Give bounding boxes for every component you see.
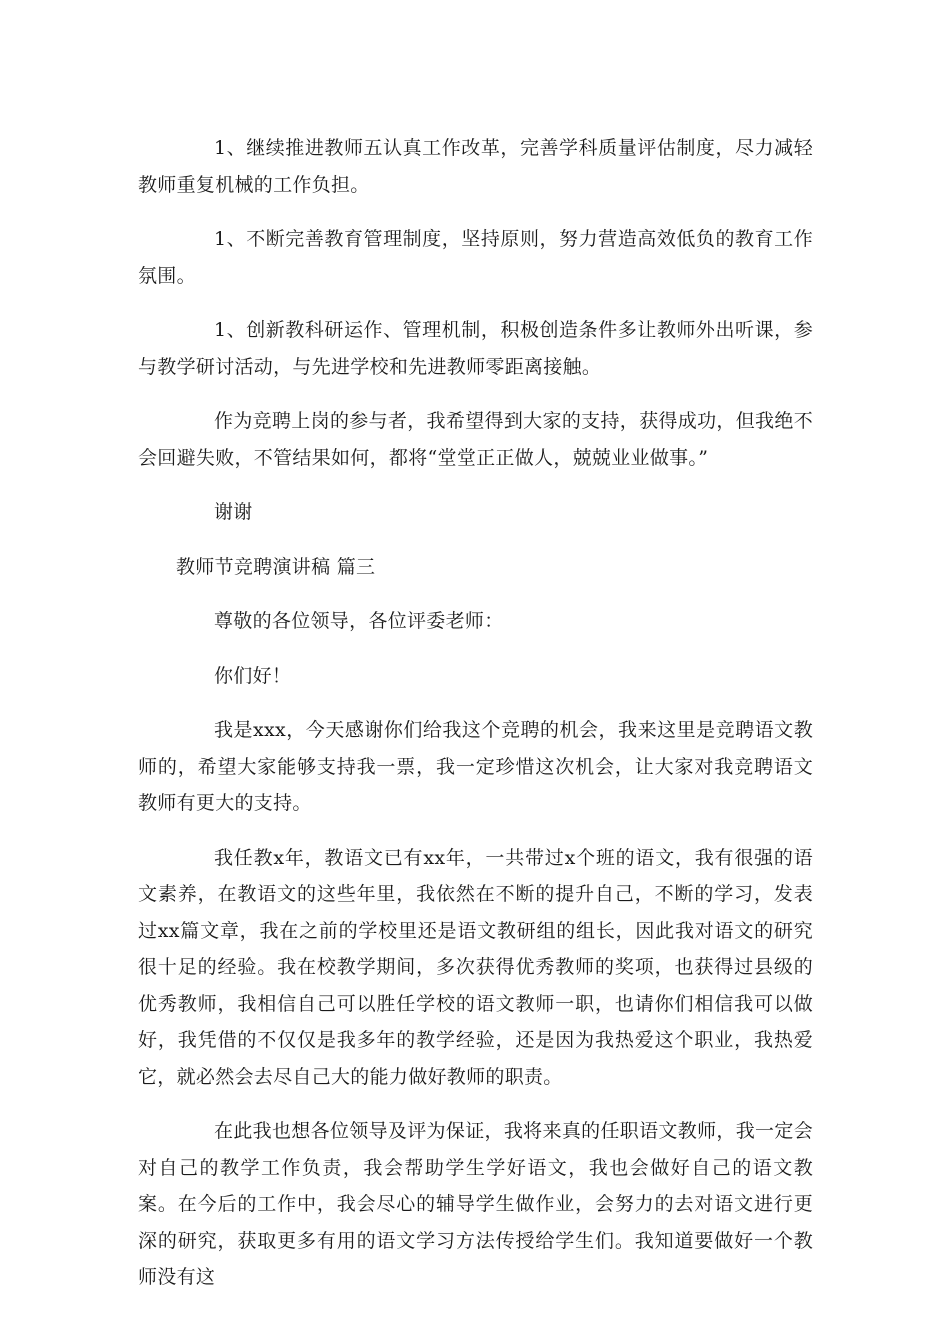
paragraph-research: 1、创新教科研运作、管理机制，积极创造条件多让教师外出听课，参与教学研讨活动，与先进学校和先进教师零距离接触。 [138, 319, 813, 378]
paragraph-thanks: 谢谢 [214, 501, 253, 523]
paragraph-introduction: 我是xxx，今天感谢你们给我这个竞聘的机会，我来这里是竞聘语文教师的，希望大家能够支持我一票，我一定珍惜这次机会，让大家对我竞聘语文教师有更大的支持。 [138, 719, 813, 814]
paragraph-participant: 作为竞聘上岗的参与者，我希望得到大家的支持，获得成功，但我绝不会回避失败，不管结果如何，都将“堂堂正正做人，兢兢业业做事。” [138, 410, 813, 469]
paragraph-salutation: 尊敬的各位领导，各位评委老师： [214, 610, 504, 632]
document-body [138, 130, 813, 1314]
paragraph-commitment: 在此我也想各位领导及评为保证，我将来真的任职语文教师，我一定会对自己的教学工作负责，我会帮助学生学好语文，我也会做好自己的语文教案。在今后的工作中，我会尽心的辅导学生做作业，会努力的去对语文进行更深的研究，获取更多有用的语文学习方法传授给学生们。我知道要做好一个教师没有这 [138, 1120, 813, 1288]
paragraph-management: 1、不断完善教育管理制度，坚持原则，努力营造高效低负的教育工作氛围。 [138, 228, 813, 287]
section-heading: 教师节竞聘演讲稿 篇三 [176, 555, 376, 578]
paragraph-greeting: 你们好！ [214, 664, 292, 687]
paragraph-experience: 我任教x年，教语文已有xx年，一共带过x个班的语文，我有很强的语文素养，在教语文的这些年里，我依然在不断的提升自己，不断的学习，发表过xx篇文章，我在之前的学校里还是语文教研组的组长，因此我对语文的研究很十足的经验。我在校教学期间，多次获得优秀教师的奖项，也获得过县级的优秀教师，我相信自己可以胜任学校的语文教师一职，也请你们相信我可以做好，我凭借的不仅仅是我多年的教学经验，还是因为我热爱这个职业，我热爱它，就必然会去尽自己大的能力做好教师的职责。 [138, 846, 813, 1088]
paragraph-reform: 1、继续推进教师五认真工作改革，完善学科质量评估制度，尽力减轻教师重复机械的工作负担。 [138, 137, 813, 196]
